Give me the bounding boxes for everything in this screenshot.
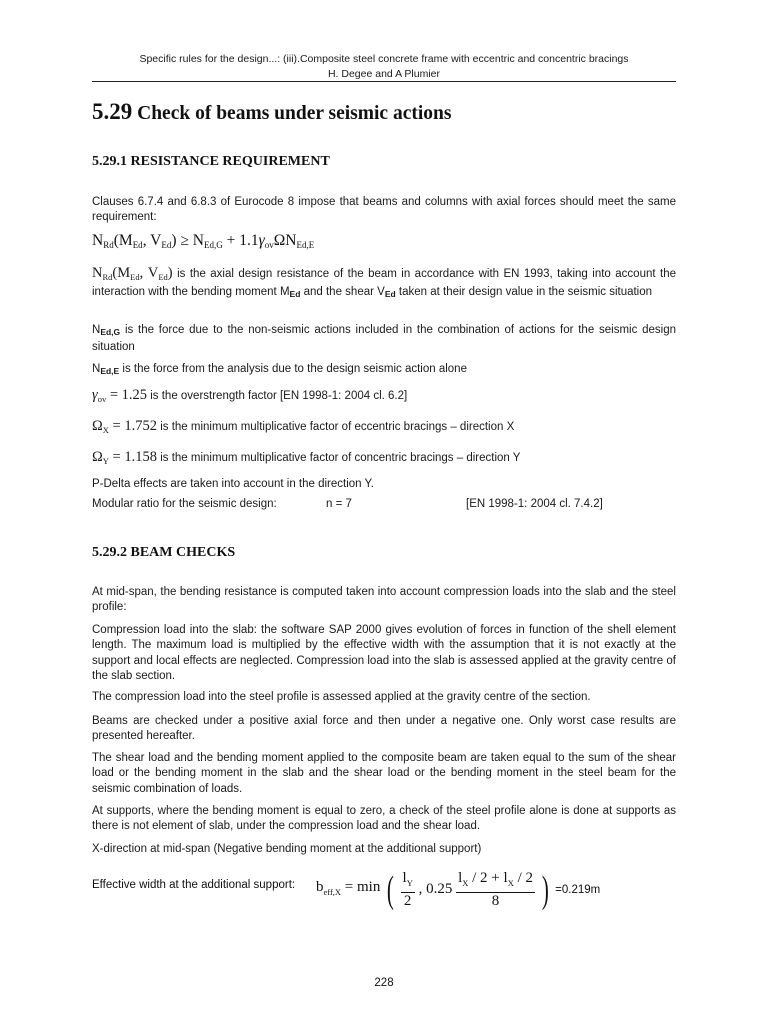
header-authors: H. Degee and A Plumier <box>327 68 441 80</box>
requirement-equation: $N_{Rd}(M_{Ed}$, $V_{Ed}) \ge N_{Ed,G} + 1.1\gamma_{ov}\Omega N_{Ed,E}$ <box>92 232 315 250</box>
modular-reference: [EN 1998-1: 2004 cl. 7.4.2] <box>466 498 603 510</box>
beam-checks-paragraph-1: At mid-span, the bending resistance is computed taken into account compression loads into the slab and the steel profile: <box>92 586 676 614</box>
effective-width-line <box>92 862 692 912</box>
omega-y-line: $\Omega_Y = 1.158$ is the minimum multiplicative factor of concentric bracings – direction Y <box>92 449 521 466</box>
effective-width-label: Effective width at the additional support: <box>92 879 296 891</box>
running-header <box>92 52 676 82</box>
gamma-ov-line: $\gamma_{ov} = 1.25$ is the overstrength factor [EN 1998-1: 2004 cl. 6.2] <box>92 387 408 404</box>
beam-checks-paragraph-6: At supports, where the bending moment is equal to zero, a check of the steel profile alone is done at supports as there is not element of slab, under the compression load and the shear load. <box>92 805 676 833</box>
page-number: 228 <box>374 977 394 989</box>
section-heading <box>92 99 451 125</box>
header-divider <box>92 81 676 82</box>
beam-checks-paragraph-2: Compression load into the slab: the software SAP 2000 gives evolution of forces in function of the shell element length. The maximum load is multiplied by the effective width with the assumption that it is not exactly at the support and local effects are neglected. Compression load into the slab is assessed applied at the gravity centre of the slab section. <box>92 624 676 683</box>
nrd-definition: $N_{Rd}(M_{Ed}$, $V_{Ed}$) is the axial design resistance of the beam in accordance with EN 1993, taking into account the interaction with the bending moment MEd and the shear VEd taken at their design value in the seismic situation <box>92 265 676 300</box>
intro-paragraph: Clauses 6.7.4 and 6.8.3 of Eurocode 8 impose that beams and columns with axial forces should meet the same requirement: <box>92 196 676 224</box>
subsection-heading-resistance: 5.29.1 RESISTANCE REQUIREMENT <box>92 154 330 169</box>
modular-label: Modular ratio for the seismic design: <box>92 498 277 510</box>
nrd-symbol: $N_{Rd}(M_{Ed}$, $V_{Ed}$) <box>92 265 173 282</box>
modular-ratio-line <box>92 498 603 510</box>
effective-width-formula: $b_{eff,X} = \min$ ( $\frac{l_Y}{2}$ , 0.25 $\frac{l_X / 2 + l_X / 2}{8}$ ) =0.219m <box>316 868 601 911</box>
beam-checks-paragraph-4: Beams are checked under a positive axial force and then under a negative one. Only worst case results are presented hereafter. <box>92 715 676 743</box>
beam-checks-paragraph-3: The compression load into the steel profile is assessed applied at the gravity centre of the section. <box>92 691 591 703</box>
nede-definition: NEd,E is the force from the analysis due to the design seismic action alone <box>92 363 467 376</box>
effective-width-result: =0.219m <box>555 883 601 896</box>
header-title: Specific rules for the design...: (iii).Composite steel concrete frame with eccentric and concentric bracings <box>139 53 629 65</box>
nedg-definition: NEd,G is the force due to the non-seismic actions included in the combination of actions for the seismic design situation <box>92 324 676 354</box>
beam-checks-paragraph-7: X-direction at mid-span (Negative bending moment at the additional support) <box>92 843 482 855</box>
pdelta-note: P-Delta effects are taken into account in the direction Y. <box>92 478 374 490</box>
modular-value: n = 7 <box>326 498 352 510</box>
section-number: 5.29 <box>92 99 133 124</box>
subsection-heading-beam-checks: 5.29.2 BEAM CHECKS <box>92 545 236 560</box>
omega-x-line: $\Omega_X = 1.752$ is the minimum multiplicative factor of eccentric bracings – direction X <box>92 418 515 435</box>
beam-checks-paragraph-5: The shear load and the bending moment applied to the composite beam are taken equal to the sum of the shear load or the bending moment in the slab and the shear load or the bending moment in the steel beam for the seismic combination of loads. <box>92 752 676 795</box>
section-title: Check of beams under seismic actions <box>137 103 452 124</box>
